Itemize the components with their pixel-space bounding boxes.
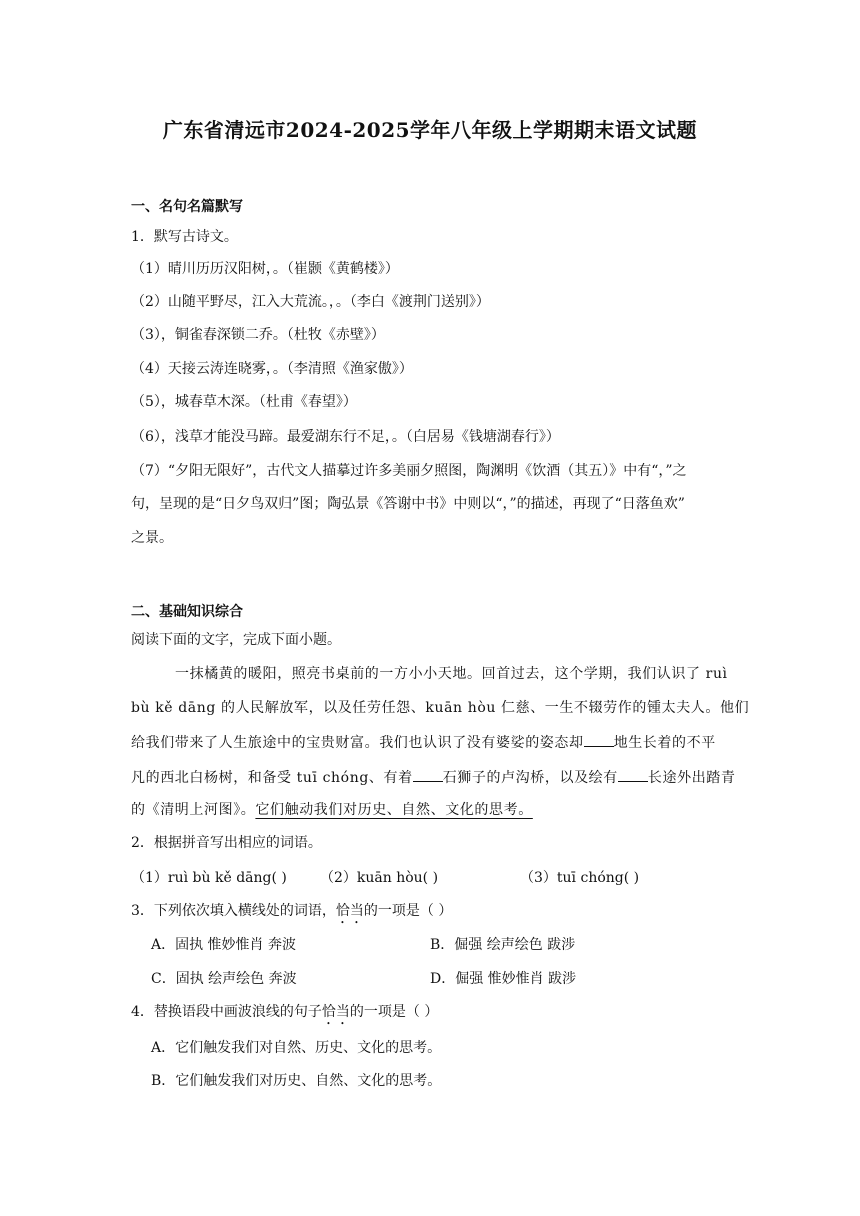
q4-emphasis: 恰当	[321, 1004, 350, 1020]
q1-item-2: （2）山随平野尽，江入大荒流。，。（李白《渡荆门送别》）	[131, 294, 490, 310]
q1-item-7-line2: 句，呈现的是“日夕鸟双归”图；陶弘景《答谢中书》中则以“，”的描述，再现了“日落鱼欢”	[131, 496, 685, 512]
q2-item-1: （1）ruì bù kě dāng( )	[131, 870, 287, 886]
section-heading-1: 一、名句名篇默写	[131, 199, 243, 215]
passage-line-3	[131, 732, 716, 753]
question-4-stem	[131, 1002, 438, 1028]
passage-line-2: bù kě dāng 的人民解放军，以及任劳任怨、kuān hòu 仁慈、一生不辍劳作的锺太夫人。他们	[131, 700, 750, 716]
passage-line-4	[131, 767, 736, 788]
q1-item-3: （3），铜雀春深锁二乔。（杜牧《赤壁》）	[131, 327, 385, 343]
passage-line-3-part-b: 地生长着的不平	[613, 735, 716, 751]
q3-stem-pre: 3．下列依次填入横线处的词语，	[131, 903, 336, 919]
q3-option-a: A．固执 惟妙惟肖 奔波	[151, 937, 297, 953]
question-1-stem: 1．默写古诗文。	[131, 229, 238, 245]
q4-option-a: A．它们触发我们对自然、历史、文化的思考。	[151, 1040, 442, 1056]
question-2-stem: 2．根据拼音写出相应的词语。	[131, 835, 322, 851]
blank-2	[413, 767, 443, 782]
q4-stem-post: 的一项是（ ）	[349, 1004, 439, 1020]
q3-option-b: B．倔强 绘声绘色 跋涉	[430, 937, 576, 953]
reading-instruction: 阅读下面的文字，完成下面小题。	[131, 632, 341, 648]
q2-item-3: （3）tuī chóng( )	[520, 870, 640, 886]
page-title: 广东省清远市2024-2025学年八年级上学期期末语文试题	[162, 118, 698, 142]
passage-line-1: 一抹橘黄的暖阳，照亮书桌前的一方小小天地。回首过去，这个学期，我们认识了 ruì	[175, 666, 728, 682]
passage-line-3-part-a: 给我们带来了人生旅途中的宝贵财富。我们也认识了没有婆娑的姿态却	[131, 735, 584, 751]
section-heading-2: 二、基础知识综合	[131, 604, 243, 620]
q4-stem-pre: 4．替换语段中画波浪线的句子	[131, 1004, 322, 1020]
q3-stem-post: 的一项是（ ）	[363, 903, 453, 919]
passage-line-4-part-a: 凡的西北白杨树，和备受 tuī chóng、有着	[131, 770, 413, 786]
question-3-stem	[131, 901, 452, 927]
q1-item-7-line3: 之景。	[131, 530, 173, 546]
q2-item-2: （2）kuān hòu( )	[320, 870, 439, 886]
q1-item-7-line1: （7）“夕阳无限好”，古代文人描摹过许多美丽夕照图，陶渊明《饮酒（其五）》中有“，”之	[131, 463, 687, 479]
blank-1	[584, 732, 614, 747]
q3-option-c: C．固执 绘声绘色 奔波	[151, 971, 297, 987]
passage-line-4-part-b: 石狮子的卢沟桥，以及绘有	[442, 770, 618, 786]
blank-3	[618, 767, 648, 782]
q4-option-b: B．它们触发我们对历史、自然、文化的思考。	[151, 1073, 442, 1089]
q1-item-1: （1）晴川历历汉阳树，。（崔颢《黄鹤楼》）	[131, 261, 399, 277]
q1-item-5: （5），城春草木深。（杜甫《春望》）	[131, 394, 357, 410]
q3-emphasis: 恰当	[335, 903, 364, 919]
q1-item-4: （4）天接云涛连晓雾，。（李清照《渔家傲》）	[131, 361, 413, 377]
q3-option-d: D．倔强 惟妙惟肖 跋涉	[430, 971, 577, 987]
passage-line-4-part-c: 长途外出踏青	[647, 770, 736, 786]
q1-item-6: （6），浅草才能没马蹄。最爱湖东行不足，。（白居易《钱塘湖春行》）	[131, 429, 560, 445]
passage-line-5	[131, 800, 533, 820]
wavy-underlined-sentence: 它们触动我们对历史、自然、文化的思考。	[255, 802, 533, 818]
passage-line-5-part-a: 的《清明上河图》。	[131, 802, 256, 818]
